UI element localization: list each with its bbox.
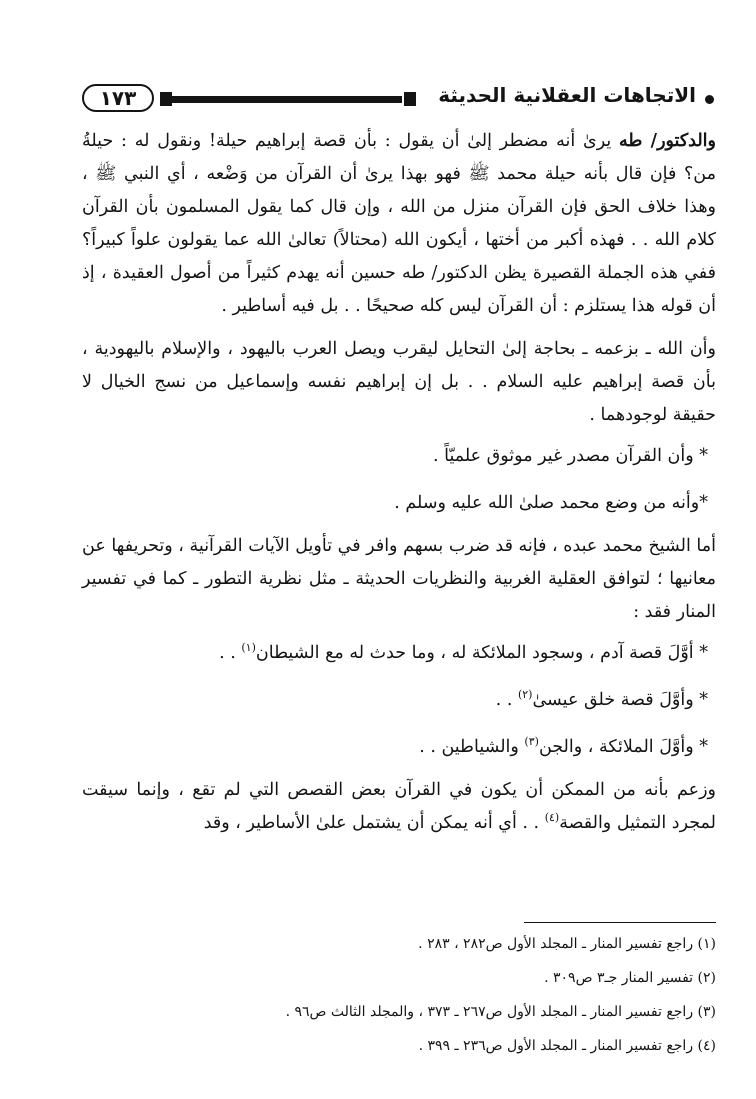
main-text xyxy=(82,125,716,840)
list-item-tail: . . xyxy=(495,690,518,710)
paragraph-text: . . أي أنه يمكن أن يشتمل علىٰ الأساطير ، وقد xyxy=(203,813,545,833)
running-header xyxy=(82,80,714,120)
claim-item: *وأنه من وضع محمد صلىٰ الله عليه وسلم . xyxy=(394,493,708,513)
header-ornament-square xyxy=(404,92,416,106)
paragraph-text: وزعم بأنه من الممكن أن يكون في القرآن بعض القصص التي لم تقع ، وإنما سيقت لمجرد التمثيل والقصة xyxy=(82,780,716,833)
footnote-separator xyxy=(524,922,716,923)
footnotes xyxy=(120,930,716,1066)
footnote: (٢) تفسير المنار جـ٣ ص٣٠٩ . xyxy=(544,970,716,986)
paragraph xyxy=(82,125,716,323)
footnote-ref[interactable]: (٣) xyxy=(524,735,539,749)
list-item-text: * وأوَّلَ الملائكة ، والجن xyxy=(538,737,708,757)
paragraph xyxy=(82,774,716,840)
list-item-text: * أوَّلَ قصة آدم ، وسجود الملائكة له ، وما حدث له مع الشيطان xyxy=(255,643,708,663)
paragraph-text: يرىٰ أنه مضطر إلىٰ أن يقول : بأن قصة إبراهيم حيلة! ونقول له : حيلةُ من؟ فإن قال بأنه حيلة محمد ﷺ فهو بهذا يرىٰ أن القرآن من وَضْعه ، أي النبي ﷺ ، وهذا خلاف الحق فإن القرآن منزل من الله ، وإن قال كما يقول المسلمون بأن القرآن كلام الله . . فهذه أكبر من أختها ، أيكون الله (محتالاً) تعالىٰ الله عما يقولون علواً كبيراً؟ ففي هذه الجملة القصيرة يظن الدكتور/ طه حسين أنه يهدم كثيراً من أصول العقيدة ، إذ أن قوله هذا يستلزم : أن القرآن ليس كله صحيحًا . . بل فيه أساطير . xyxy=(82,131,716,316)
footnote-ref[interactable]: (٤) xyxy=(544,811,560,825)
header-bullet-icon xyxy=(705,95,714,104)
paragraph-lead: والدكتور/ طه xyxy=(619,131,716,151)
list-item xyxy=(82,684,716,717)
header-rule xyxy=(168,96,402,103)
footnote-ref[interactable]: (٢) xyxy=(517,688,533,702)
chapter-title: الاتجاهات العقلانية الحديثة xyxy=(438,83,696,107)
page-number: ١٧٣ xyxy=(82,84,154,112)
paragraph: وأن الله ـ بزعمه ـ بحاجة إلىٰ التحايل ليقرب ويصل العرب باليهود ، والإسلام باليهودية ، بأن قصة إبراهيم عليه السلام . . بل إن إبراهيم نفسه وإسماعيل من نسج الخيال لا حقيقة لوجودهما . xyxy=(82,339,716,425)
list-item xyxy=(82,637,716,670)
footnote: (٣) راجع تفسير المنار ـ المجلد الأول ص٢٦٧ ـ ٣٧٣ ، والمجلد الثالث ص٩٦ . xyxy=(285,1004,716,1020)
footnote: (٤) راجع تفسير المنار ـ المجلد الأول ص٢٣٦ ـ ٣٩٩ . xyxy=(418,1038,716,1054)
list-item-tail: . . xyxy=(219,643,242,663)
list-item-text: * وأوَّلَ قصة خلق عيسىٰ xyxy=(532,690,708,710)
list-item xyxy=(82,731,716,764)
footnote: (١) راجع تفسير المنار ـ المجلد الأول ص٢٨٢ ، ٢٨٣ . xyxy=(418,936,716,952)
list-item-tail: والشياطين . . xyxy=(419,737,525,757)
paragraph: أما الشيخ محمد عبده ، فإنه قد ضرب بسهم وافر في تأويل الآيات القرآنية ، وتحريفها عن معانيها ؛ لتوافق العقلية الغربية والنظريات الحديثة ـ مثل نظرية التطور ـ كما في تفسير المنار فقد : xyxy=(82,536,716,622)
footnote-ref[interactable]: (١) xyxy=(241,641,256,655)
claim-item: * وأن القرآن مصدر غير موثوق علميّاً . xyxy=(433,446,708,466)
